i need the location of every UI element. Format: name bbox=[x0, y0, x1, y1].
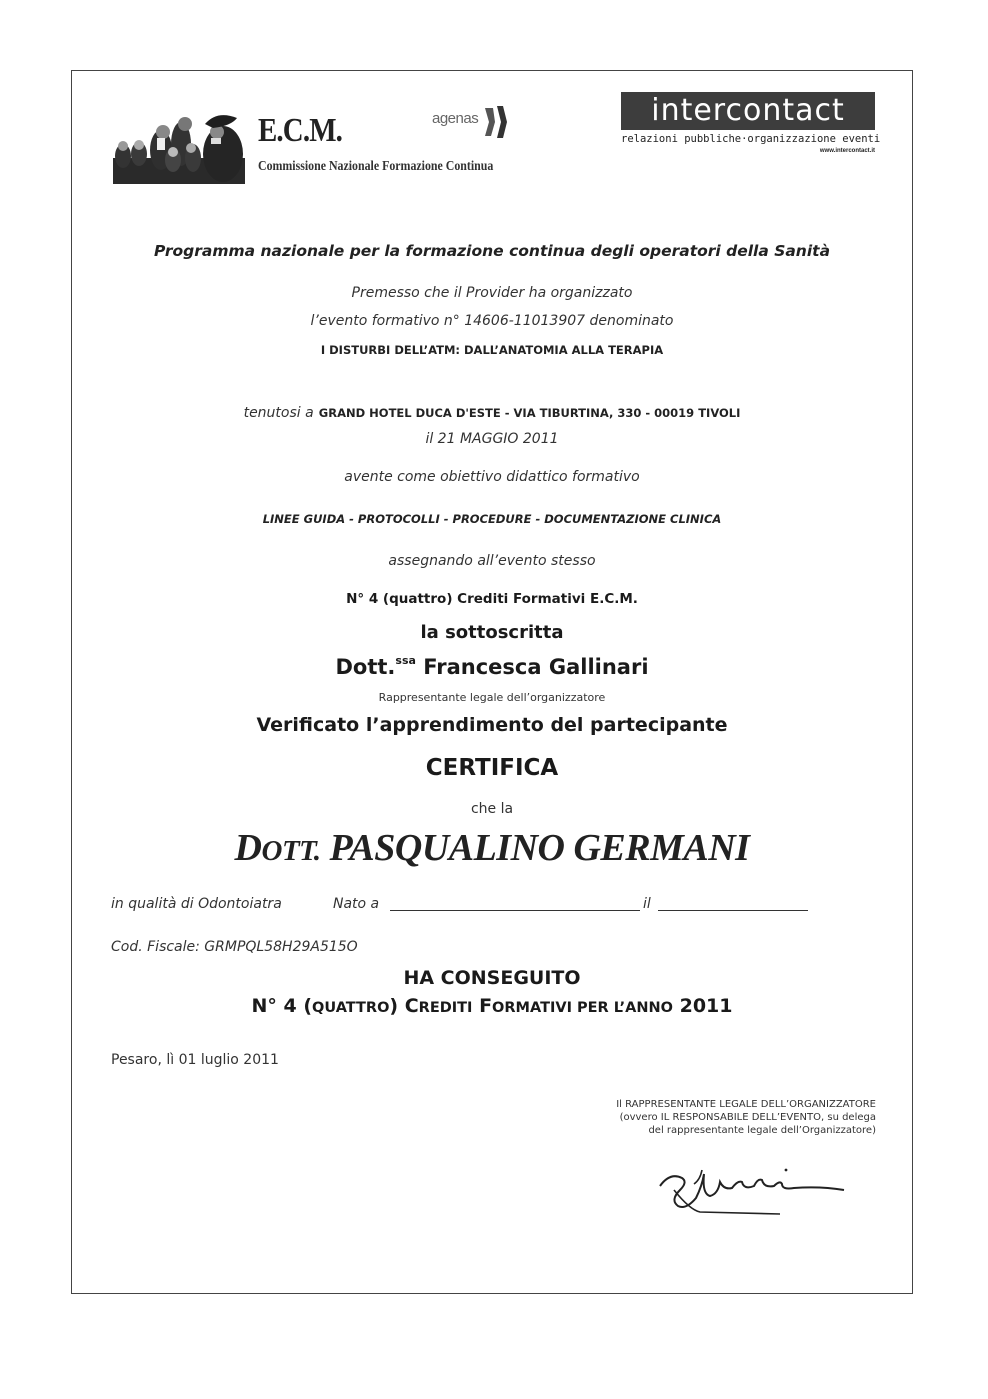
ecm-title: E.C.M. bbox=[258, 112, 343, 149]
fiscal-code: Cod. Fiscale: GRMPQL58H29A515O bbox=[111, 939, 358, 955]
che-la: che la bbox=[470, 801, 514, 817]
program-title: Programma nazionale per la formazione continua degli operatori della Sanità bbox=[153, 242, 831, 260]
signer-title-sup: ssa bbox=[395, 654, 416, 667]
agenas-x-logo-icon bbox=[481, 104, 511, 140]
signature-caption-line: del rappresentante legale dell’Organizzatore) bbox=[648, 1125, 876, 1136]
venue-line bbox=[71, 402, 913, 421]
participant-prefix-cap: D bbox=[234, 827, 262, 869]
premise-line-2: l’evento formativo n° 14606-11013907 denominato bbox=[310, 313, 674, 329]
objective-intro: avente come obiettivo didattico formativo bbox=[344, 469, 640, 485]
certifies-heading: CERTIFICA bbox=[425, 755, 559, 781]
place-date: Pesaro, lì 01 luglio 2011 bbox=[111, 1052, 279, 1068]
participant-name-line bbox=[71, 826, 913, 870]
credits-earned-part: REDITI bbox=[418, 1000, 473, 1016]
signature-caption-line: Il RAPPRESENTANTE LEGALE DELL’ORGANIZZATORE bbox=[616, 1099, 876, 1110]
participant-name: PASQUALINO GERMANI bbox=[329, 827, 750, 869]
qualification: in qualità di Odontoiatra bbox=[111, 896, 282, 912]
assign-intro: assegnando all’evento stesso bbox=[388, 553, 596, 569]
signer-name: Francesca Gallinari bbox=[423, 655, 649, 679]
born-label: Nato a bbox=[333, 896, 380, 912]
credits-earned-part: ) C bbox=[389, 995, 419, 1017]
undersigned-label: la sottoscritta bbox=[420, 622, 564, 643]
signer-role: Rappresentante legale dell’organizzatore bbox=[378, 691, 606, 704]
intercontact-tagline: relazioni pubbliche·organizzazione eventi bbox=[621, 133, 881, 145]
signer-title: Dott. bbox=[335, 655, 396, 679]
credits-earned-part: F bbox=[472, 995, 493, 1017]
credits-earned bbox=[71, 995, 913, 1017]
signature-caption bbox=[560, 1098, 876, 1137]
event-date: il 21 MAGGIO 2011 bbox=[425, 431, 559, 447]
intercontact-url: www.intercontact.it bbox=[819, 148, 875, 154]
credits-earned-part: 2011 bbox=[673, 995, 733, 1017]
credits-earned-part: ORMATIVI PER L’ANNO bbox=[492, 1000, 673, 1016]
ecm-subtitle: Commissione Nazionale Formazione Continua bbox=[258, 158, 494, 173]
credits-earned-part: N° 4 ( bbox=[251, 995, 313, 1017]
born-date-field bbox=[658, 910, 808, 911]
objective: LINEE GUIDA - PROTOCOLLI - PROCEDURE - DOCUMENTAZIONE CLINICA bbox=[262, 512, 722, 526]
agenas-label: agenas bbox=[432, 110, 479, 127]
participant-prefix-rest: OTT. bbox=[261, 835, 321, 867]
held-prefix: tenutosi a bbox=[243, 405, 314, 421]
born-date-label: il bbox=[643, 896, 651, 912]
credits-earned-part: QUATTRO bbox=[312, 1000, 390, 1016]
intercontact-logo: intercontact bbox=[621, 92, 875, 130]
premise-line-1: Premesso che il Provider ha organizzato bbox=[351, 285, 633, 301]
credits-assigned: N° 4 (quattro) Crediti Formativi E.C.M. bbox=[346, 591, 638, 607]
signer-name-line bbox=[71, 654, 913, 679]
venue: GRAND HOTEL DUCA D'ESTE - VIA TIBURTINA, 330 - 00019 TIVOLI bbox=[318, 406, 741, 420]
event-name: I DISTURBI DELL’ATM: DALL’ANATOMIA ALLA TERAPIA bbox=[320, 343, 664, 357]
historical-painting-logo-icon bbox=[113, 108, 245, 184]
verified-statement: Verificato l’apprendimento del partecipante bbox=[256, 714, 728, 736]
handwritten-signature-icon bbox=[630, 1150, 850, 1222]
born-place-field bbox=[390, 910, 640, 911]
signature-caption-line: (ovvero IL RESPONSABILE DELL’EVENTO, su delega bbox=[619, 1112, 876, 1123]
achieved-heading: HA CONSEGUITO bbox=[403, 967, 581, 989]
